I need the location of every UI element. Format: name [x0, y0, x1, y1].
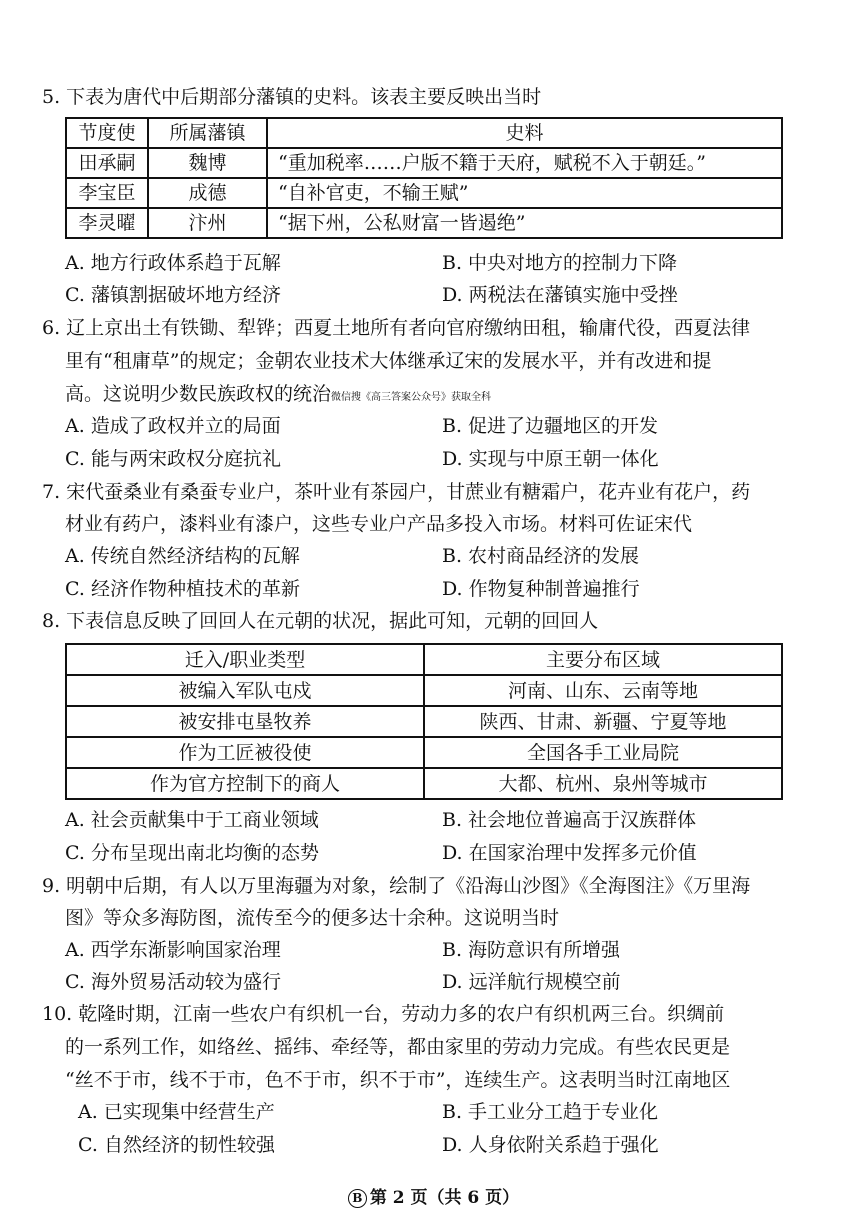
table-row [66, 178, 782, 208]
exam-version-badge: B [348, 1189, 367, 1208]
watermark-note: 微信搜《高三答案公众号》获取全科 [331, 392, 492, 403]
q10-option-a: A. 已实现集中经营生产 [78, 1101, 275, 1123]
q8-table [65, 643, 783, 800]
q9-line-1: 9. 明朝中后期，有人以万里海疆为对象，绘制了《沿海山沙图》《全海图注》《万里海 [42, 875, 751, 897]
q8-option-b: B. 社会地位普遍高于汉族群体 [442, 809, 697, 831]
q5-table [65, 117, 783, 239]
q5-stem: 5. 下表为唐代中后期部分藩镇的史料。该表主要反映出当时 [42, 86, 542, 108]
q6-option-b: B. 促进了边疆地区的开发 [442, 415, 659, 437]
table-header-row [66, 118, 782, 148]
table-cell: 全国各手工业局院 [424, 737, 782, 768]
q6-option-d: D. 实现与中原王朝一体化 [442, 448, 659, 470]
q7-option-b: B. 农村商品经济的发展 [442, 545, 640, 567]
q10-line-1: 10. 乾隆时期，江南一些农户有织机一台，劳动力多的农户有织机两三台。织绸前 [42, 1003, 725, 1025]
table-header-cell: 所属藩镇 [148, 118, 267, 148]
table-row [66, 148, 782, 178]
q5-option-a: A. 地方行政体系趋于瓦解 [65, 252, 281, 274]
q9-option-a: A. 西学东渐影响国家治理 [65, 939, 281, 961]
q6-option-c: C. 能与两宋政权分庭抗礼 [65, 448, 281, 470]
q9-option-b: B. 海防意识有所增强 [442, 939, 621, 961]
table-cell: 大都、杭州、泉州等城市 [424, 768, 782, 799]
table-row [66, 208, 782, 238]
q6-line-2: 里有“租庸草”的规定；金朝农业技术大体继承辽宋的发展水平，并有改进和提 [65, 350, 712, 372]
table-cell: 被编入军队屯戍 [66, 675, 424, 706]
q7-option-d: D. 作物复种制普遍推行 [442, 578, 640, 600]
q10-option-c: C. 自然经济的韧性较强 [78, 1134, 275, 1156]
table-row [66, 675, 782, 706]
q9-option-d: D. 远洋航行规模空前 [442, 971, 621, 993]
q7-line-1: 7. 宋代蚕桑业有桑蚕专业户，茶叶业有茶园户，甘蔗业有糖霜户，花卉业有花户，药 [42, 481, 751, 503]
q10-line-2: 的一系列工作，如络丝、摇纬、牵经等，都由家里的劳动力完成。有些农民更是 [65, 1036, 731, 1058]
table-row [66, 737, 782, 768]
table-cell: “据下州，公私财富一皆遏绝” [267, 208, 782, 238]
q7-option-c: C. 经济作物种植技术的革新 [65, 578, 300, 600]
table-cell: “重加税率……户版不籍于天府，赋税不入于朝廷。” [267, 148, 782, 178]
table-cell: 被安排屯垦牧养 [66, 706, 424, 737]
q5-option-b: B. 中央对地方的控制力下降 [442, 252, 678, 274]
table-row [66, 706, 782, 737]
q5-option-d: D. 两税法在藩镇实施中受挫 [442, 284, 678, 306]
q6-option-a: A. 造成了政权并立的局面 [65, 415, 281, 437]
table-header-cell: 节度使 [66, 118, 148, 148]
table-cell: 作为工匠被役使 [66, 737, 424, 768]
table-cell: 魏博 [148, 148, 267, 178]
table-cell: 作为官方控制下的商人 [66, 768, 424, 799]
q9-line-2: 图》等众多海防图，流传至今的便多达十余种。这说明当时 [65, 907, 560, 929]
table-header-cell: 迁入/职业类型 [66, 644, 424, 675]
table-header-cell: 史料 [267, 118, 782, 148]
table-header-row [66, 644, 782, 675]
q10-line-3: “丝不于市，线不于市，色不于市，织不于市”，连续生产。这表明当时江南地区 [65, 1069, 731, 1091]
table-cell: 成德 [148, 178, 267, 208]
q10-option-d: D. 人身依附关系趋于强化 [442, 1134, 659, 1156]
table-cell: 汴州 [148, 208, 267, 238]
q8-option-d: D. 在国家治理中发挥多元价值 [442, 842, 697, 864]
q8-option-c: C. 分布呈现出南北均衡的态势 [65, 842, 319, 864]
table-cell: 田承嗣 [66, 148, 148, 178]
table-cell: “自补官吏，不输王赋” [267, 178, 782, 208]
q8-option-a: A. 社会贡献集中于工商业领域 [65, 809, 319, 831]
table-cell: 河南、山东、云南等地 [424, 675, 782, 706]
q8-stem: 8. 下表信息反映了回回人在元朝的状况，据此可知，元朝的回回人 [42, 610, 599, 632]
q5-option-c: C. 藩镇割据破坏地方经济 [65, 284, 281, 306]
q6-line-3 [65, 380, 491, 412]
q6-line-3-text: 高。这说明少数民族政权的统治 [65, 383, 332, 405]
q10-option-b: B. 手工业分工趋于专业化 [442, 1101, 659, 1123]
q9-option-c: C. 海外贸易活动较为盛行 [65, 971, 281, 993]
q7-option-a: A. 传统自然经济结构的瓦解 [65, 545, 300, 567]
q6-line-1: 6. 辽上京出土有铁锄、犁铧；西夏土地所有者向官府缴纳田租，输庸代役，西夏法律 [42, 317, 751, 339]
table-cell: 陕西、甘肃、新疆、宁夏等地 [424, 706, 782, 737]
page-footer [0, 1183, 867, 1208]
table-cell: 李宝臣 [66, 178, 148, 208]
q7-line-2: 材业有药户，漆料业有漆户，这些专业户产品多投入市场。材料可佐证宋代 [65, 513, 693, 535]
page-number: 第 2 页（共 6 页） [369, 1188, 520, 1208]
table-row [66, 768, 782, 799]
table-header-cell: 主要分布区域 [424, 644, 782, 675]
table-cell: 李灵曜 [66, 208, 148, 238]
